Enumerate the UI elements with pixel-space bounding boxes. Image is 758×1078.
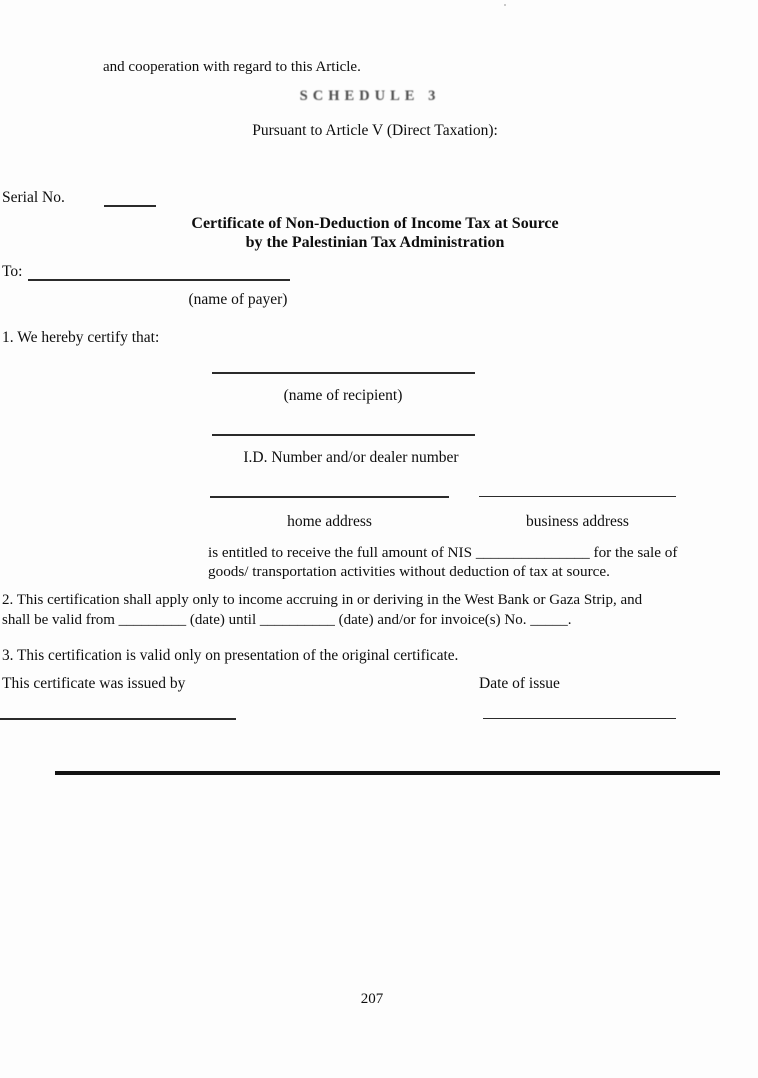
certify-item-3: 3. This certification is valid only on presentation of the original certificate. bbox=[2, 647, 459, 664]
section-separator-rule bbox=[55, 771, 720, 775]
serial-number-blank-line bbox=[104, 187, 156, 207]
to-label: To: bbox=[2, 263, 23, 280]
id-number-blank-line bbox=[212, 417, 475, 436]
payer-caption: (name of payer) bbox=[188, 291, 288, 308]
page-number: 207 bbox=[360, 991, 384, 1007]
home-address-caption: home address bbox=[287, 513, 372, 530]
certificate-title-line1: Certificate of Non-Deduction of Income Tax at Source bbox=[191, 215, 559, 232]
recipient-caption: (name of recipient) bbox=[283, 387, 403, 404]
scan-speck bbox=[504, 4, 506, 6]
business-address-caption: business address bbox=[526, 513, 629, 530]
certify-item-2 bbox=[2, 590, 642, 630]
entitlement-paragraph bbox=[208, 543, 677, 581]
payer-name-blank-line bbox=[28, 260, 290, 281]
certify-item-2-line2: shall be valid from _________ (date) until __________ (date) and/or for invoice(s) No. _____. bbox=[2, 612, 572, 628]
entitlement-line2: goods/ transportation activities without deduction of tax at source. bbox=[208, 563, 610, 580]
business-address-blank-line bbox=[479, 479, 676, 497]
entitlement-line1: is entitled to receive the full amount of NIS _______________ for the sale of bbox=[208, 544, 678, 561]
date-of-issue-label: Date of issue bbox=[479, 675, 560, 692]
issued-by-label: This certificate was issued by bbox=[2, 675, 186, 692]
pursuant-heading: Pursuant to Article V (Direct Taxation): bbox=[252, 122, 498, 139]
intro-text: and cooperation with regard to this Article. bbox=[103, 59, 361, 75]
id-number-caption: I.D. Number and/or dealer number bbox=[243, 449, 459, 466]
home-address-blank-line bbox=[210, 479, 449, 498]
certificate-title-line2: by the Palestinian Tax Administration bbox=[245, 234, 505, 251]
certify-item-1: 1. We hereby certify that: bbox=[2, 329, 160, 346]
certify-item-2-line1: 2. This certification shall apply only to income accruing in or deriving in the West Bank or Gaza Strip, and bbox=[2, 592, 643, 608]
schedule-heading: SCHEDULE 3 bbox=[299, 88, 441, 104]
serial-number-label: Serial No. bbox=[2, 189, 65, 206]
date-of-issue-blank-line bbox=[483, 701, 676, 719]
certificate-title bbox=[0, 214, 750, 252]
issued-by-signature-blank-line bbox=[0, 701, 236, 720]
recipient-name-blank-line bbox=[212, 355, 475, 374]
